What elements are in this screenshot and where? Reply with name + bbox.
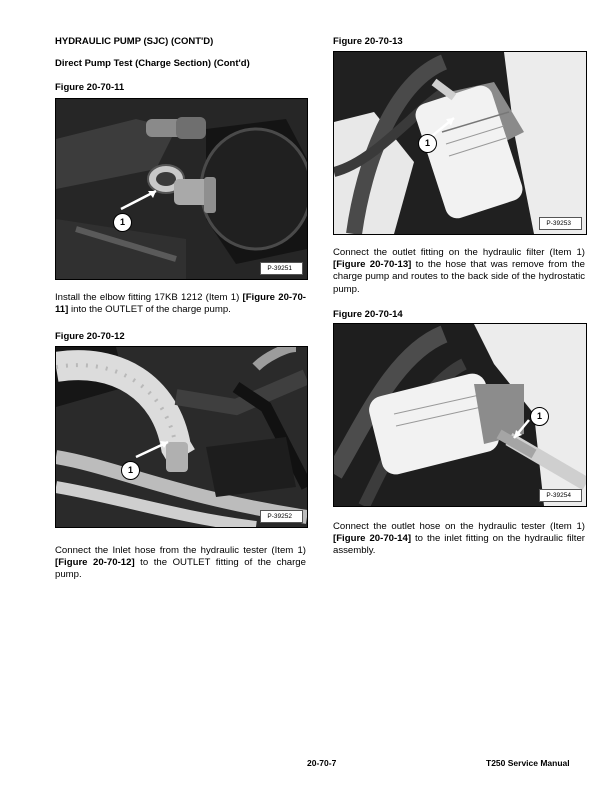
caption-text: to the OUTLET fitting of the charge pump. bbox=[55, 557, 306, 581]
caption-text: into the OUTLET of the charge pump. bbox=[68, 304, 231, 316]
figure-reference: [Figure 20-70-14] bbox=[333, 533, 412, 545]
section-title: HYDRAULIC PUMP (SJC) (CONT'D) bbox=[55, 36, 214, 47]
figure-12-callout: 1 bbox=[121, 461, 140, 480]
figure-reference: [Figure 20-70-12] bbox=[55, 557, 135, 569]
figure-13-callout: 1 bbox=[418, 134, 437, 153]
page-number: 20-70-7 bbox=[307, 758, 337, 768]
pump-inlet-hose-photo bbox=[56, 347, 307, 527]
figure-11-label: Figure 20-70-11 bbox=[55, 82, 125, 93]
caption-text: Connect the Inlet hose from the hydraulic tester (Item 1) bbox=[55, 545, 306, 556]
figure-14-caption bbox=[333, 521, 585, 558]
hydraulic-filter-photo bbox=[334, 52, 586, 234]
manual-title: T250 Service Manual bbox=[486, 758, 570, 768]
caption-text: Install the elbow fitting 17KB 1212 (Item 1) bbox=[55, 292, 243, 303]
figure-12-photo-number: P-39252 bbox=[260, 510, 303, 523]
figure-11-callout: 1 bbox=[113, 213, 132, 232]
figure-12-photo bbox=[55, 346, 308, 528]
figure-13-label: Figure 20-70-13 bbox=[333, 36, 403, 47]
figure-13-photo-number: P-39253 bbox=[539, 217, 582, 230]
figure-11-caption bbox=[55, 292, 306, 316]
figure-12-caption bbox=[55, 545, 306, 582]
caption-text: to the hose that was remove from the charge pump and routes to the back side of the hydrostatic pump. bbox=[333, 259, 585, 295]
figure-14-photo bbox=[333, 323, 587, 507]
caption-text: Connect the outlet fitting on the hydraulic filter (Item 1) bbox=[333, 247, 585, 258]
subsection-title: Direct Pump Test (Charge Section) (Cont'd) bbox=[55, 58, 250, 69]
figure-11-photo bbox=[55, 98, 308, 280]
figure-reference: [Figure 20-70-13] bbox=[333, 259, 412, 271]
figure-11-photo-number: P-39251 bbox=[260, 262, 303, 275]
pump-elbow-photo bbox=[56, 99, 307, 279]
figure-14-photo-number: P-39254 bbox=[539, 489, 582, 502]
figure-12-label: Figure 20-70-12 bbox=[55, 331, 125, 342]
figure-13-photo bbox=[333, 51, 587, 235]
caption-text: Connect the outlet hose on the hydraulic tester (Item 1) bbox=[333, 521, 585, 532]
figure-14-callout: 1 bbox=[530, 407, 549, 426]
caption-text: to the inlet fitting on the hydraulic filter assembly. bbox=[333, 533, 586, 557]
figure-13-caption bbox=[333, 247, 585, 296]
figure-14-label: Figure 20-70-14 bbox=[333, 309, 403, 320]
figure-reference: [Figure 20-70-11] bbox=[55, 292, 306, 316]
